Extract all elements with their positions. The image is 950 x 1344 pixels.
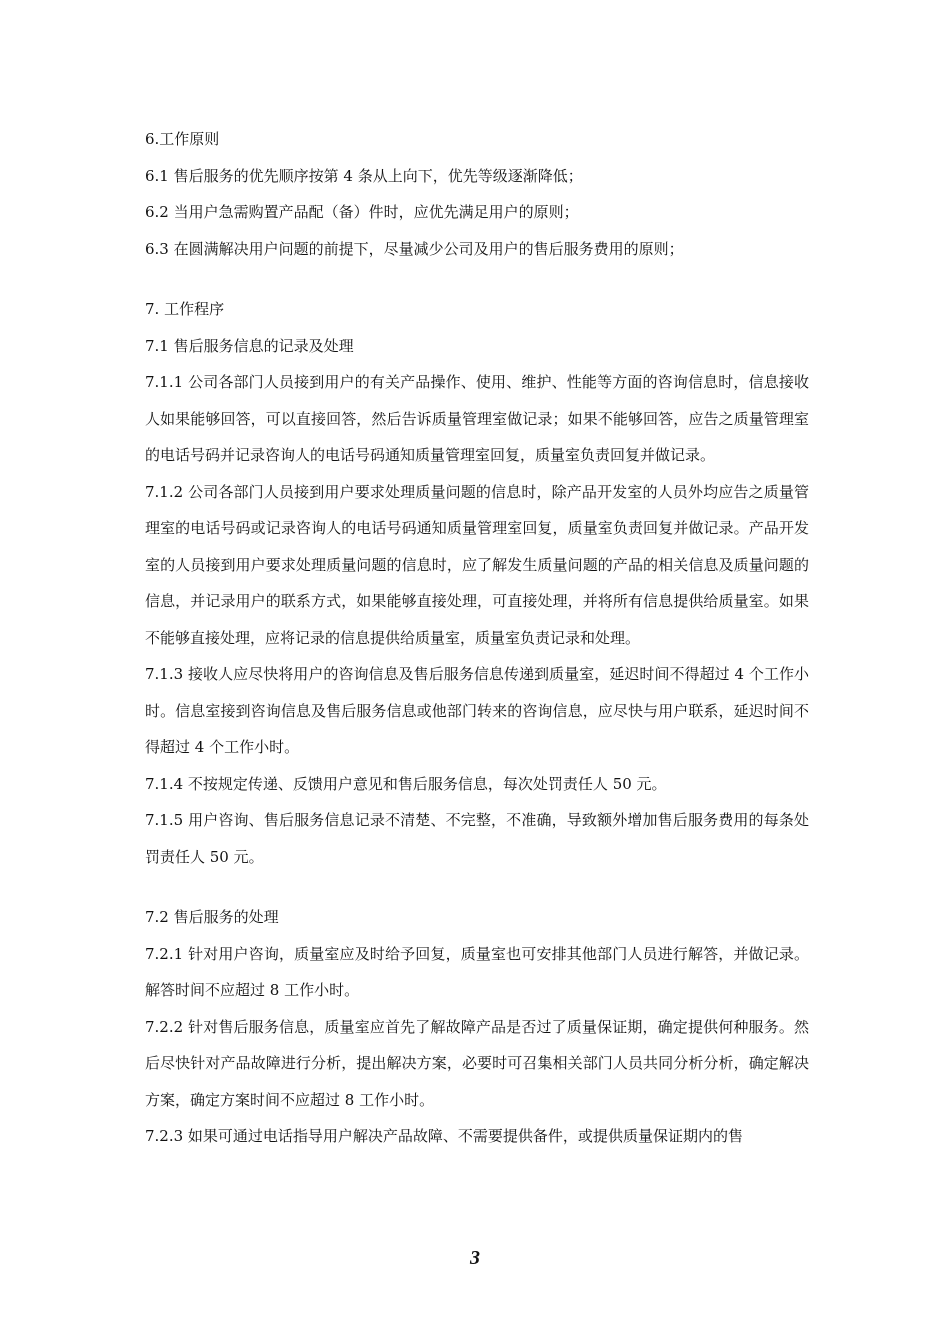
paragraph: 7.1.2 公司各部门人员接到用户要求处理质量问题的信息时，除产品开发室的人员外均应告之质量管理室的电话号码或记录咨询人的电话号码通知质量管理室回复，质量室负责回复并做记录。产品开发室的人员接到用户要求处理质量问题的信息时，应了解发生质量问题的产品的相关信息及质量问题的信息，并记录用户的联系方式，如果能够直接处理，可直接处理，并将所有信息提供给质量室。如果不能够直接处理，应将记录的信息提供给质量室，质量室负责记录和处理。 bbox=[145, 482, 809, 647]
paragraph: 6.1 售后服务的优先顺序按第 4 条从上向下，优先等级逐渐降低； bbox=[145, 166, 583, 185]
paragraph: 7.1.3 接收人应尽快将用户的咨询信息及售后服务信息传递到质量室，延迟时间不得超过 4 个工作小时。信息室接到咨询信息及售后服务信息或他部门转来的咨询信息，应尽快与用户联系，延迟时间不得超过 4 个工作小时。 bbox=[145, 665, 809, 756]
paragraph: 6.3 在圆满解决用户问题的前提下，尽量减少公司及用户的售后服务费用的原则； bbox=[145, 239, 684, 258]
paragraph: 7.2.1 针对用户咨询，质量室应及时给予回复，质量室也可安排其他部门人员进行解答，并做记录。解答时间不应超过 8 工作小时。 bbox=[145, 944, 809, 999]
paragraph: 7.1.1 公司各部门人员接到用户的有关产品操作、使用、维护、性能等方面的咨询信息时，信息接收人如果能够回答，可以直接回答，然后告诉质量管理室做记录；如果不能够回答，应告之质量管理室的电话号码并记录咨询人的电话号码通知质量管理室回复，质量室负责回复并做记录。 bbox=[145, 373, 809, 464]
paragraph: 7.1.5 用户咨询、售后服务信息记录不清楚、不完整，不准确，导致额外增加售后服务费用的每条处罚责任人 50 元。 bbox=[145, 811, 809, 866]
paragraph: 7.2.3 如果可通过电话指导用户解决产品故障、不需要提供备件，或提供质量保证期内的售 bbox=[145, 1127, 743, 1145]
section-heading: 6.工作原则 bbox=[145, 130, 220, 148]
paragraph: 7.1.4 不按规定传递、反馈用户意见和售后服务信息，每次处罚责任人 50 元。 bbox=[145, 774, 667, 793]
section-work-procedure bbox=[145, 291, 809, 875]
section-work-principles bbox=[145, 121, 809, 267]
subsection-heading: 7.1 售后服务信息的记录及处理 bbox=[145, 336, 354, 355]
paragraph: 6.2 当用户急需购置产品配（备）件时，应优先满足用户的原则； bbox=[145, 203, 579, 221]
section-spacer bbox=[145, 267, 809, 291]
page-number: 3 bbox=[470, 1247, 480, 1269]
subsection-heading: 7.2 售后服务的处理 bbox=[145, 908, 279, 926]
document-body bbox=[145, 121, 809, 1155]
section-spacer bbox=[145, 875, 809, 899]
section-heading: 7. 工作程序 bbox=[145, 300, 225, 318]
paragraph: 7.2.2 针对售后服务信息，质量室应首先了解故障产品是否过了质量保证期，确定提供何种服务。然后尽快针对产品故障进行分析，提出解决方案，必要时可召集相关部门人员共同分析分析，确定解决方案，确定方案时间不应超过 8 工作小时。 bbox=[145, 1017, 809, 1109]
section-after-sales-handling bbox=[145, 899, 809, 1155]
